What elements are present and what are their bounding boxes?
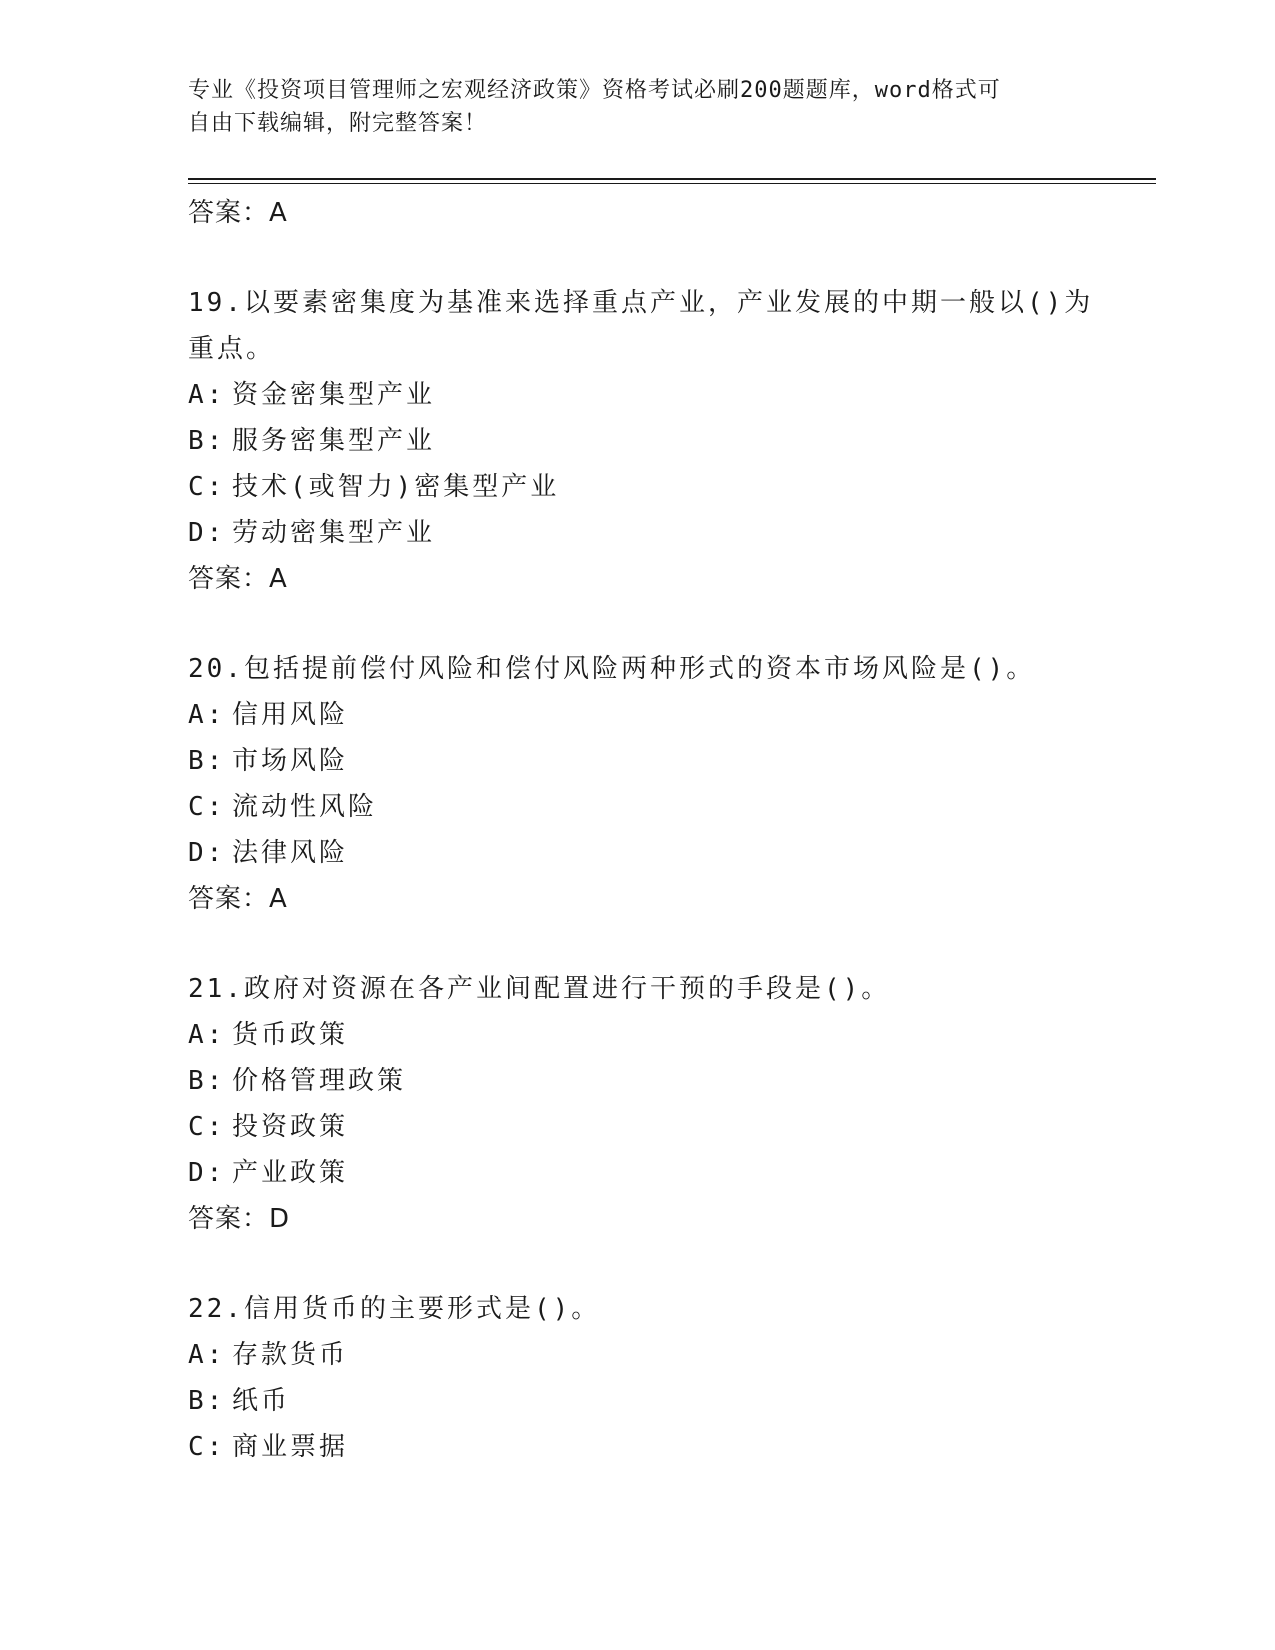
option-letter: A: [188,700,226,730]
answer-option [188,1150,1108,1196]
question-stem-line: 21.政府对资源在各产业间配置进行干预的手段是()。 [188,974,891,1004]
option-letter: A: [188,1340,226,1370]
option-letter: B: [188,1066,226,1096]
answer-option [188,784,1108,830]
option-letter: C: [188,1432,226,1462]
option-letter: C: [188,792,226,822]
question-block [188,966,1108,1242]
option-text: 价格管理政策 [232,1066,407,1096]
header-divider-thin [188,183,1156,184]
option-text: 服务密集型产业 [232,426,436,456]
header-line-1: 专业《投资项目管理师之宏观经济政策》资格考试必刷200题题库，word格式可 [188,78,1001,103]
option-letter: C: [188,1112,226,1142]
question-stem [188,280,1108,372]
option-text: 资金密集型产业 [232,380,436,410]
option-letter: D: [188,518,226,548]
document-header [188,74,1088,140]
answer-option [188,1058,1108,1104]
answer-option [188,1104,1108,1150]
answer-option [188,1424,1108,1470]
option-text: 商业票据 [232,1432,349,1462]
question-stem-line: 19.以要素密集度为基准来选择重点产业，产业发展的中期一般以()为 [188,288,1094,318]
option-letter: C: [188,472,226,502]
answer-line: 答案：D [188,1204,291,1234]
answer-option [188,510,1108,556]
header-divider-thick [188,178,1156,180]
option-letter: B: [188,426,226,456]
option-text: 货币政策 [232,1020,349,1050]
option-text: 市场风险 [232,746,349,776]
option-text: 纸币 [232,1386,291,1416]
question-block [188,1286,1108,1470]
answer-line: 答案：A [188,884,288,914]
questions-container [188,280,1108,1470]
option-letter: B: [188,1386,226,1416]
question-stem-line: 22.信用货币的主要形式是()。 [188,1294,601,1324]
option-text: 信用风险 [232,700,349,730]
answer-option [188,1378,1108,1424]
question-block [188,280,1108,602]
option-text: 存款货币 [232,1340,349,1370]
answer-line: 答案：A [188,198,288,228]
question-stem [188,966,1108,1012]
option-text: 劳动密集型产业 [232,518,436,548]
answer-option [188,738,1108,784]
option-text: 流动性风险 [232,792,378,822]
question-stem-line: 重点。 [188,334,276,364]
option-text: 产业政策 [232,1158,349,1188]
option-letter: A: [188,380,226,410]
answer-option [188,372,1108,418]
option-letter: A: [188,1020,226,1050]
question-stem-line: 20.包括提前偿付风险和偿付风险两种形式的资本市场风险是()。 [188,654,1036,684]
option-text: 投资政策 [232,1112,349,1142]
option-letter: D: [188,1158,226,1188]
question-stem [188,1286,1108,1332]
question-stem [188,646,1108,692]
option-letter: D: [188,838,226,868]
header-line-2: 自由下载编辑，附完整答案！ [188,111,488,136]
answer-option [188,1012,1108,1058]
answer-option [188,1332,1108,1378]
option-letter: B: [188,746,226,776]
option-text: 法律风险 [232,838,349,868]
question-list [188,190,1108,1470]
answer-line: 答案：A [188,564,288,594]
question-block [188,646,1108,922]
answer-option [188,830,1108,876]
answer-option [188,692,1108,738]
answer-option [188,464,1108,510]
answer-option [188,418,1108,464]
option-text: 技术(或智力)密集型产业 [232,472,560,502]
